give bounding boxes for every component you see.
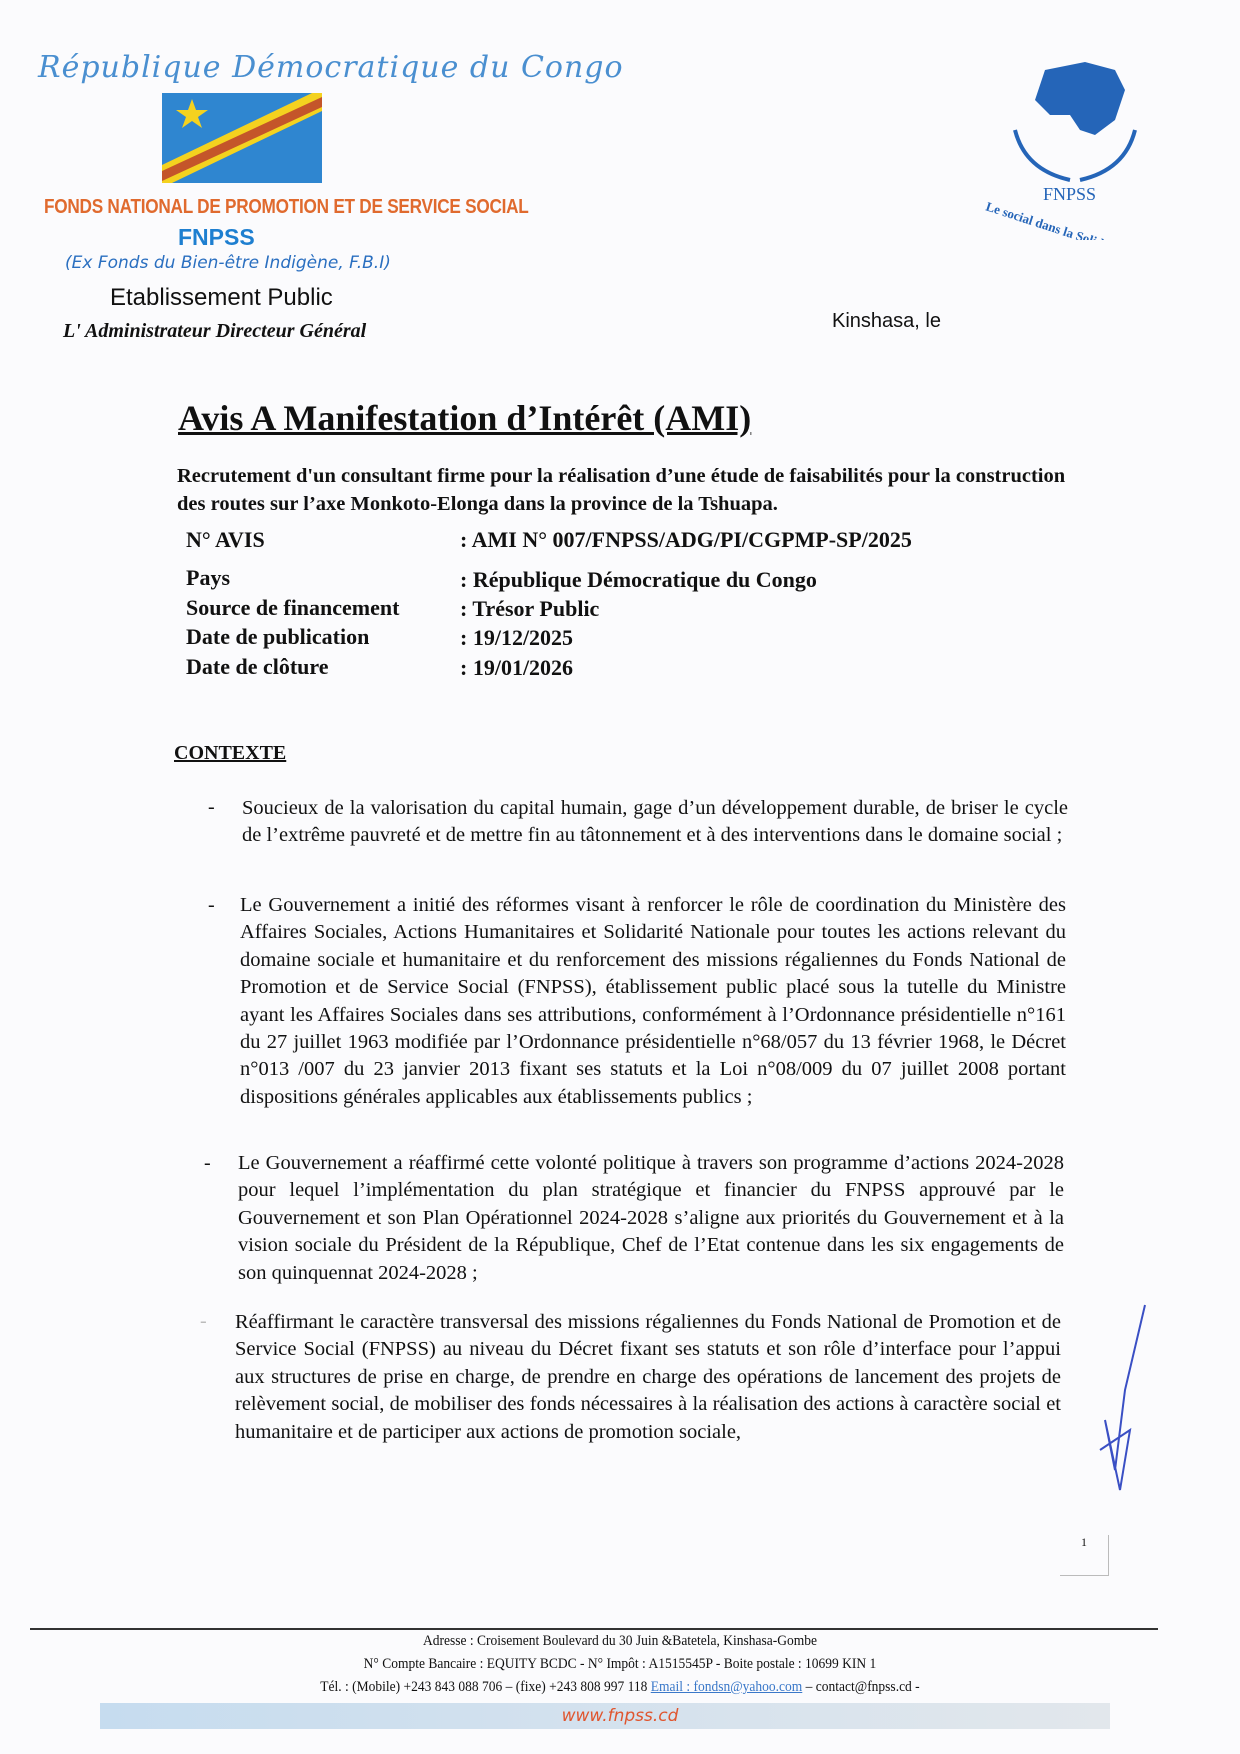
detail-value: : 19/12/2025 (460, 625, 574, 650)
footer-bank: N° Compte Bancaire : EQUITY BCDC - N° Impôt : A1515545P - Boite postale : 10699 KIN 1 (363, 1656, 877, 1672)
bullet: - (208, 796, 215, 818)
paragraph: Le Gouvernement a réaffirmé cette volonté politique à travers son programme d’actions 2024-2028 pour lequel l’implémentation du plan stratégique et financier du FNPSS approuvé par le Gouvernement et son Plan Opérationnel 2024-2028 s’aligne aux priorités du Gouvernement et à la vision sociale du Président de la République, Chef de l’Etat contenue dans les six engagements de son quinquennat 2024-2028 ; (238, 1152, 1064, 1284)
detail-label: Date de publication (186, 624, 370, 649)
footer-phone: Tél. : (Mobile) +243 843 088 706 – (fixe) +243 808 997 118 (320, 1679, 651, 1695)
org-acronym: FNPSS (178, 224, 255, 250)
paragraph: Soucieux de la valorisation du capital humain, gage d’un développement durable, de briser le cycle de l’extrême pauvreté et de mettre fin au tâtonnement et à des interventions dans le domaine social ; (242, 797, 1068, 847)
document-title: Avis A Manifestation d’Intérêt (AMI) (178, 398, 752, 438)
former-name: (Ex Fonds du Bien-être Indigène, F.B.I) (65, 253, 391, 273)
paragraph: Réaffirmant le caractère transversal des missions régaliennes du Fonds National de Promotion et de Service Social (FNPSS) au niveau du Décret fixant ses statuts et son rôle d’interface pour l’appui aux structures de prise en charge, de prendre en charge des opérations de lancement des projets de relèvement social, de mobiliser des fonds nécessaires à la réalisation des actions à caractère social et humanitaire et de participer aux actions de promotion sociale, (235, 1311, 1061, 1443)
detail-value: : 19/01/2026 (460, 655, 574, 680)
footer-contact-line (62, 1679, 1178, 1696)
republic-header: République Démocratique du Congo (38, 50, 624, 85)
detail-label: Date de clôture (186, 654, 329, 679)
signature (1085, 1300, 1155, 1500)
section-heading: CONTEXTE (174, 742, 287, 764)
detail-label: Pays (186, 565, 230, 590)
page-number: 1 (1060, 1535, 1109, 1576)
svg-text:FNPSS: FNPSS (1043, 184, 1097, 204)
detail-value: : AMI N° 007/FNPSS/ADG/PI/CGPMP-SP/2025 (460, 527, 912, 552)
drc-flag (162, 93, 322, 183)
map-hands-icon (975, 60, 1175, 240)
org-name: FONDS NATIONAL DE PROMOTION ET DE SERVICE SOCIAL (44, 196, 529, 218)
footer-address: Adresse : Croisement Boulevard du 30 Juin &Batetela, Kinshasa-Gombe (422, 1633, 818, 1649)
footer-contact: – contact@fnpss.cd - (802, 1679, 920, 1695)
detail-label: Source de financement (186, 595, 400, 620)
office-title: L' Administrateur Directeur Général (63, 320, 367, 342)
detail-value: : République Démocratique du Congo (460, 567, 817, 592)
place-date: Kinshasa, le (832, 310, 941, 332)
detail-label: N° AVIS (186, 527, 265, 552)
paragraph: Le Gouvernement a initié des réformes visant à renforcer le rôle de coordination du Ministère des Affaires Sociales, Actions Humanitaires et Solidarité Nationale pour toutes les actions relevant du domaine sociale et humanitaire et du renforcement des missions régaliennes du Fonds National de Promotion et de Service Social (FNPSS), établissement public placé sous la tutelle du Ministre ayant les Affaires Sociales dans ses attributions, conformément à l’Ordonnance présidentielle n°161 du 27 juillet 1963 modifiée par l’Ordonnance présidentielle n°68/057 du 13 février 1968, le Décret n°013 /007 du 23 janvier 2013 fixant ses statuts et la Loi n°08/009 du 07 juillet 2008 portant dispositions générales applicables aux établissements publics ; (240, 894, 1066, 1108)
svg-text:Le social dans la Solidarité: Le social dans la Solidarité (984, 198, 1131, 240)
bullet: - (208, 894, 215, 916)
org-status: Etablissement Public (110, 284, 333, 311)
footer-website[interactable]: www.fnpss.cd (561, 1706, 679, 1726)
footer-divider (30, 1628, 1158, 1630)
fnpss-logo (975, 60, 1175, 240)
bullet: - (204, 1152, 211, 1174)
detail-value: : Trésor Public (460, 596, 600, 621)
document-subtitle: Recrutement d'un consultant firme pour la réalisation d’une étude de faisabilités pour la construction des routes sur l’axe Monkoto-Elonga dans la province de la Tshuapa. (177, 465, 1066, 515)
bullet: - (200, 1310, 207, 1332)
footer-email-link[interactable]: Email : fondsn@yahoo.com (650, 1679, 803, 1695)
